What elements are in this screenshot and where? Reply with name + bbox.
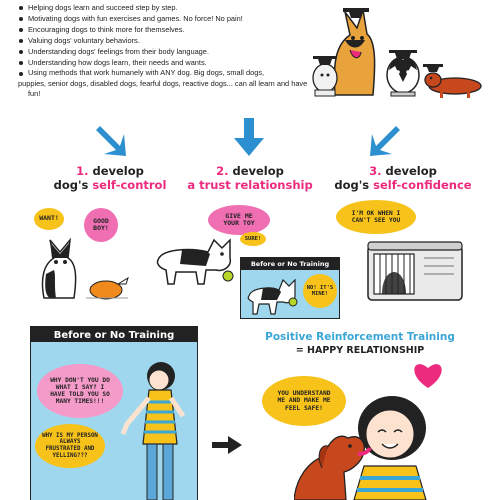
list-item: Valuing dogs' voluntary behaviors. [18,35,318,46]
step-highlight: self-confidence [373,178,472,192]
dog-crate-icon [366,240,464,302]
step-prefix: dog's [334,178,374,192]
graduate-dogs-illustration [305,0,500,105]
step-highlight: a trust relationship [187,178,313,192]
sure-bubble: SURE! [240,232,266,246]
list-item-line: puppies, senior dogs, disabled dogs, fearful dogs, reactive dogs... can all learn and have fun! [18,78,308,98]
give-toy-bubble: GIVE ME YOUR TOY [208,205,270,235]
positive-training-heading: Positive Reinforcement Training [265,331,455,343]
positive-training-title [232,330,488,357]
arrow-down-icon [366,122,400,158]
frustrated-person-icon [113,354,193,500]
sitting-dog-icon [34,234,84,300]
why-person-bubble: WHY IS MY PERSON ALWAYS FRUSTRATED AND YELLING??? [35,424,105,468]
shepherd-dog-icon [334,8,374,95]
boston-terrier-icon [387,50,419,96]
before-training-label: Before or No Training [30,326,198,344]
step-2-heading [160,164,340,192]
step-verb: develop [385,164,437,178]
step-3-heading [318,164,488,192]
list-item-line: Using methods that work humanely with ANY dog. Big dogs, small dogs, [28,68,265,77]
possessive-dog-icon [245,272,303,316]
want-bubble: WANT! [34,208,64,230]
dachshund-icon [423,64,481,98]
step-prefix: dog's [53,178,93,192]
list-item: Encouraging dogs to think more for themselves. [18,24,318,35]
happy-relationship-subtitle: = HAPPY RELATIONSHIP [295,345,425,356]
list-item: Helping dogs learn and succeed step by step. [18,2,318,13]
happy-person-dog-icon [294,382,484,500]
ok-cant-see-bubble: I'M OK WHEN I CAN'T SEE YOU [336,200,416,234]
list-item: Motivating dogs with fun exercises and games. No force! No pain! [18,13,318,24]
white-dog-icon [313,56,337,96]
no-mine-bubble: NO! IT'S MINE! [303,274,337,308]
panel-label: Before or No Training [241,258,339,270]
list-item: Understanding dogs' feelings from their body language. [18,46,318,57]
before-training-panel [30,342,198,500]
step-number: 2. [216,164,229,178]
before-training-small-panel [240,257,340,319]
step-number: 1. [76,164,89,178]
step-highlight: self-control [92,178,167,192]
arrow-down-icon [96,122,130,158]
tug-dog-icon [152,230,244,286]
step-verb: develop [92,164,144,178]
benefits-list [18,2,318,100]
list-item [18,68,318,100]
list-item: Understanding how dogs learn, their needs and wants. [18,57,318,68]
arrow-right-icon [212,436,242,454]
roast-chicken-icon [84,272,130,300]
good-boy-bubble: GOOD BOY! [84,208,118,242]
step-verb: develop [232,164,284,178]
understand-me-bubble: YOU UNDERSTAND ME AND MAKE ME FEEL SAFE! [262,376,346,426]
why-dont-you-bubble: WHY DON'T YOU DO WHAT I SAY? I HAVE TOLD YOU SO MANY TIMES!!! [37,364,123,418]
step-number: 3. [369,164,382,178]
arrow-down-icon [232,118,266,156]
